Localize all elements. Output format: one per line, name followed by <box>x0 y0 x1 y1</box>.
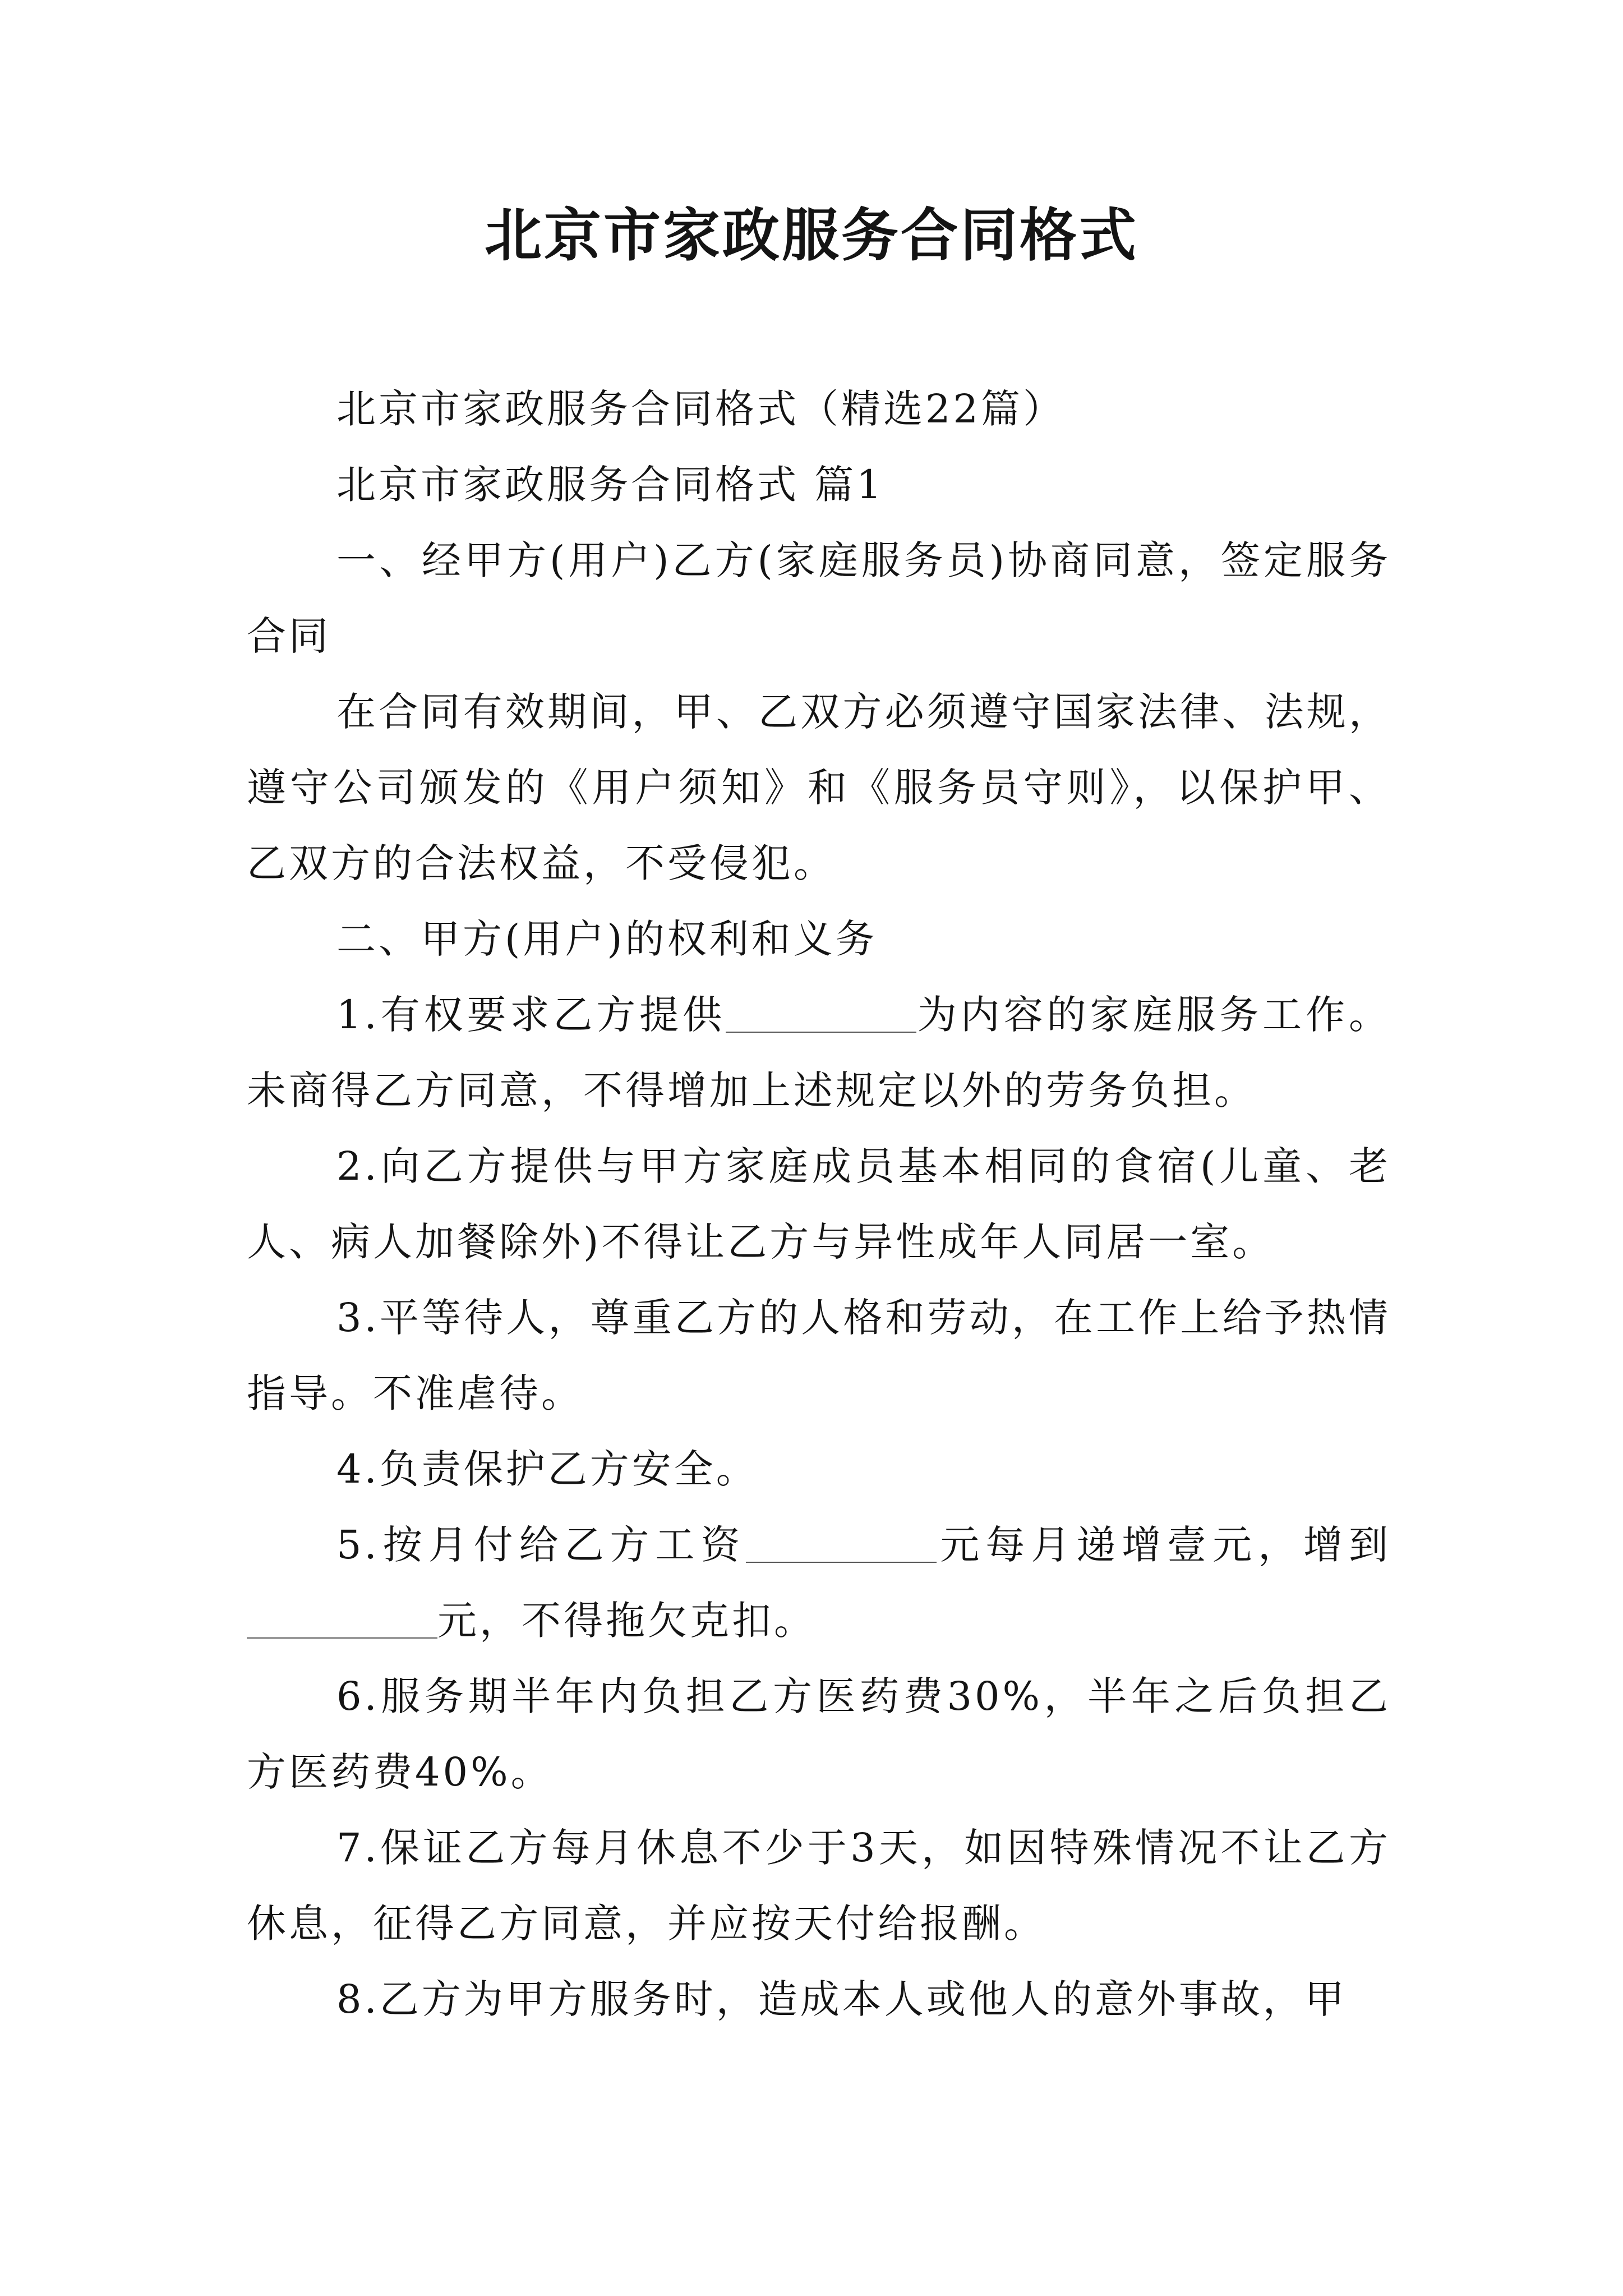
document-subtitle: 北京市家政服务合同格式（精选22篇） <box>336 386 1066 432</box>
clause-5 <box>247 1507 1391 1659</box>
clause-1-part-b: 为内容的家庭服务工作。未商得乙方同意，不得增加上述规定以外的劳务负担。 <box>247 992 1391 1114</box>
clause-5-part-b: 元每月递增壹元，增到 <box>937 1522 1391 1568</box>
clause-2: 2.向乙方提供与甲方家庭成员基本相同的食宿(儿童、老人、病人加餐除外)不得让乙方与异性成年人同居一室。 <box>247 1143 1391 1265</box>
fill-in-blank-wage <box>746 1522 937 1563</box>
document-body <box>247 371 1391 2037</box>
section-heading-party-a: 二、甲方(用户)的权利和义务 <box>336 916 878 962</box>
document-title: 北京市家政服务合同格式 <box>485 202 1138 269</box>
fill-in-blank-wage-max <box>247 1598 437 1639</box>
clause-4: 4.负责保护乙方安全。 <box>336 1446 758 1492</box>
paragraph-validity: 在合同有效期间，甲、乙双方必须遵守国家法律、法规，遵守公司颁发的《用户须知》和《服务员守则》，以保护甲、乙双方的合法权益，不受侵犯。 <box>247 689 1391 886</box>
clause-1-part-a: 1.有权要求乙方提供 <box>336 992 726 1038</box>
clause-3: 3.平等待人，尊重乙方的人格和劳动，在工作上给予热情指导。不准虐待。 <box>247 1295 1391 1416</box>
clause-7: 7.保证乙方每月休息不少于3天，如因特殊情况不让乙方休息，征得乙方同意，并应按天付给报酬。 <box>247 1825 1391 1947</box>
clause-5-part-c: 元，不得拖欠克扣。 <box>437 1598 816 1644</box>
paragraph-agreement: 一、经甲方(用户)乙方(家庭服务员)协商同意，签定服务合同 <box>247 537 1391 659</box>
clause-8: 8.乙方为甲方服务时，造成本人或他人的意外事故，甲 <box>336 1976 1347 2022</box>
fill-in-blank-service-content <box>726 992 916 1033</box>
clause-6: 6.服务期半年内负担乙方医药费30%，半年之后负担乙方医药费40%。 <box>247 1673 1391 1795</box>
clause-1 <box>247 977 1391 1129</box>
chapter-heading: 北京市家政服务合同格式 篇1 <box>336 462 884 508</box>
clause-5-part-a: 5.按月付给乙方工资 <box>336 1522 746 1568</box>
